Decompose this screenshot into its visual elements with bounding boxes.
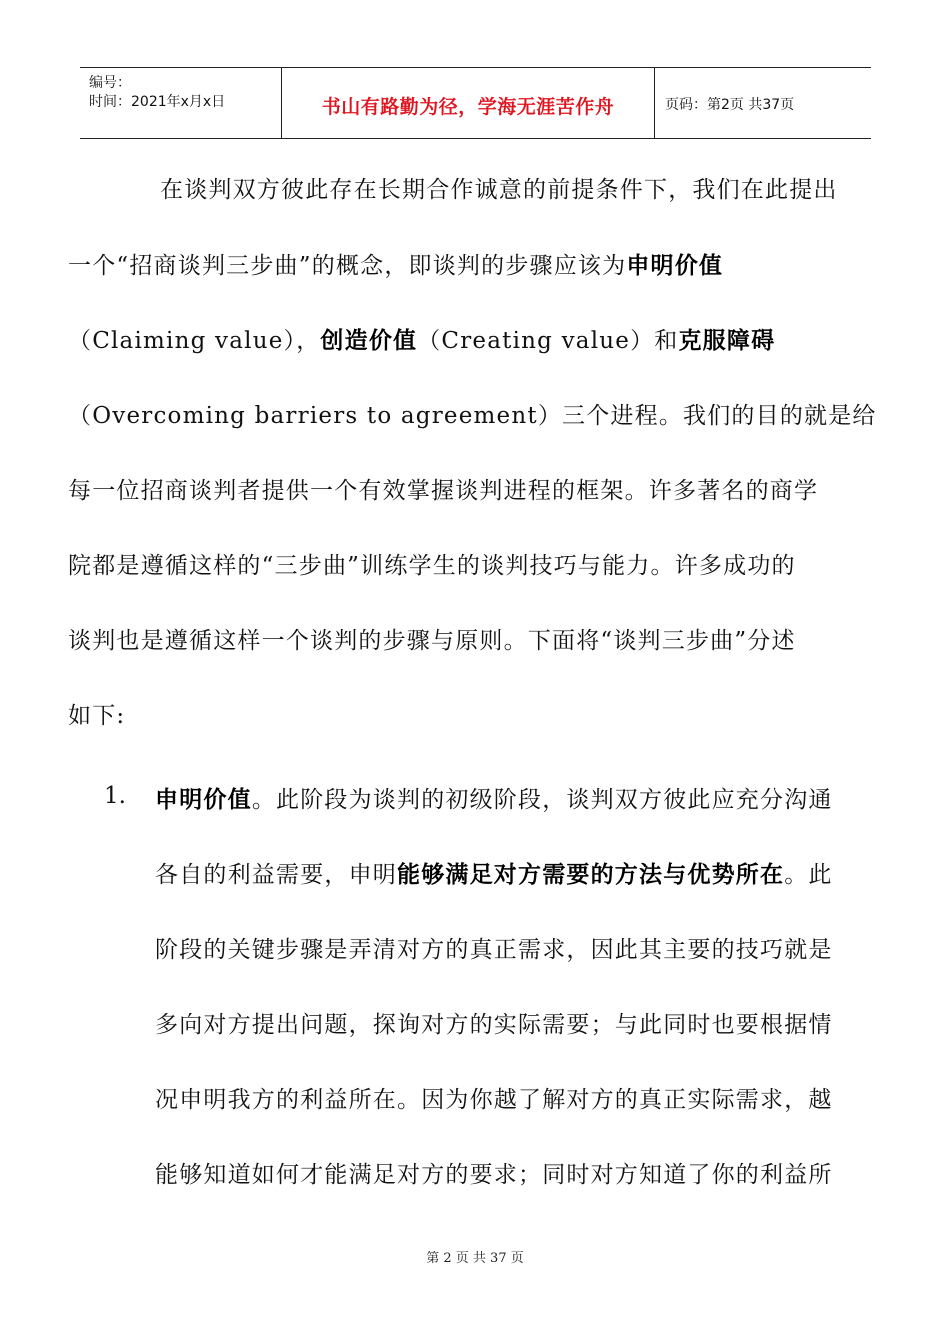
list-item-line: 况申明我方的利益所在。因为你越了解对方的真正实际需求，越 (155, 1087, 833, 1113)
paragraph-line: （Overcoming barriers to agreement）三个进程。我们的目的就是给 (68, 403, 877, 429)
paragraph-line: 谈判也是遵循这样一个谈判的步骤与原则。下面将“谈判三步曲”分述 (68, 628, 796, 654)
document-id-label: 编号： (89, 75, 131, 91)
list-item-line (155, 856, 833, 889)
paragraph-line (68, 322, 775, 355)
paragraph-line: 如下: (68, 703, 126, 729)
bold-term: 克服障碍 (678, 327, 776, 354)
header-motto-cell (282, 68, 655, 138)
text-run: 各自的利益需要，申明 (155, 862, 397, 888)
list-item-line: 能够知道如何才能满足对方的要求；同时对方知道了你的利益所 (155, 1162, 833, 1188)
list-number: 1. (104, 783, 126, 809)
document-time-label: 时间：2021年x月x日 (89, 94, 226, 110)
paragraph-line: 院都是遵循这样的“三步曲”训练学生的谈判技巧与能力。许多成功的 (68, 553, 796, 579)
list-item-line: 阶段的关键步骤是弄清对方的真正需求，因此其主要的技巧就是 (155, 937, 833, 963)
text-run: 。此阶段为谈判的初级阶段，谈判双方彼此应充分沟通 (251, 787, 833, 813)
paragraph-line: 在谈判双方彼此存在长期合作诚意的前提条件下，我们在此提出 (160, 177, 838, 203)
header-meta-cell (80, 68, 282, 138)
bold-term: 能够满足对方需要的方法与优势所在 (397, 861, 785, 888)
header-page-number: 页码：第2页 共37页 (665, 97, 795, 113)
bold-term: 创造价值 (320, 327, 418, 354)
paragraph-line (68, 247, 723, 280)
text-run: 。此 (784, 862, 833, 888)
text-run: （Claiming value）， (68, 328, 321, 354)
paragraph-line: 每一位招商谈判者提供一个有效掌握谈判进程的框架。许多著名的商学 (68, 478, 819, 504)
list-item-line (155, 781, 833, 814)
bold-term: 申明价值 (626, 252, 724, 279)
list-item-line: 多向对方提出问题，探询对方的实际需要；与此同时也要根据情 (155, 1012, 833, 1038)
text-run: （Creating value）和 (417, 328, 679, 354)
header-motto: 书山有路勤为径，学海无涯苦作舟 (321, 96, 615, 118)
text-run: 一个“招商谈判三步曲”的概念，即谈判的步骤应该为 (68, 253, 627, 279)
document-header (80, 67, 871, 139)
header-page-cell (655, 68, 871, 138)
page-footer: 第 2 页 共 37 页 (426, 1251, 524, 1266)
bold-term: 申明价值 (155, 786, 252, 813)
